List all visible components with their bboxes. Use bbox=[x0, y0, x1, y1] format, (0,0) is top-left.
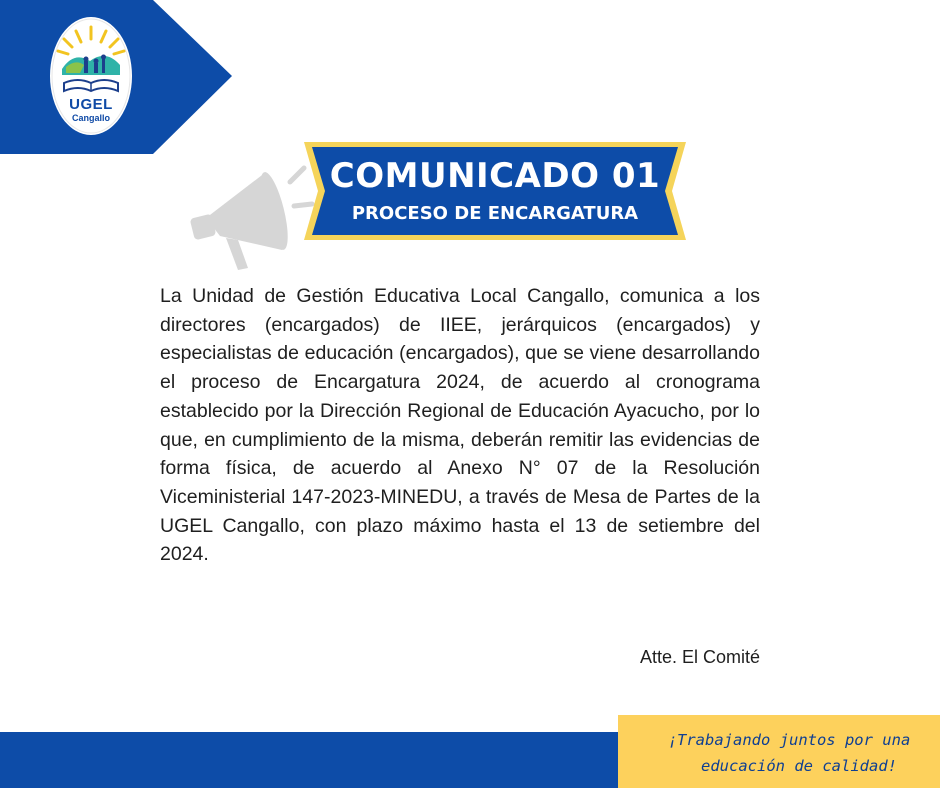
page-subtitle: PROCESO DE ENCARGATURA bbox=[351, 203, 639, 224]
logo-subtitle: Cangallo bbox=[71, 113, 110, 123]
footer-bar bbox=[0, 732, 620, 788]
logo-title: UGEL bbox=[69, 96, 113, 113]
signature: Atte. El Comité bbox=[639, 647, 760, 667]
announcement-text: La Unidad de Gestión Educativa Local Cangallo, comunica a los directores (encargados) de IIEE, jerárquicos (encargados) y especialistas de educación (encargados), que se viene desarrollando el proceso de Encargatura 2024, de acuerdo al cronograma establecido por la Dirección Regional de Educación Ayacucho, por lo que, en cumplimiento de la misma, deberán remitir las evidencias de forma física, de acuerdo al Anexo N° 07 de la Resolución Viceministerial 147-2023-MINEDU, a través de Mesa de Partes de la UGEL Cangallo, con plazo máximo hasta el 13 de setiembre del 2024. bbox=[160, 285, 760, 566]
page-title: COMUNICADO 01 bbox=[329, 156, 661, 196]
ugel-logo bbox=[50, 17, 132, 135]
megaphone-icon bbox=[186, 160, 316, 272]
motto-line-1: ¡Trabajando juntos por una bbox=[667, 731, 911, 749]
motto-box bbox=[618, 715, 940, 788]
motto-line-2: educación de calidad! bbox=[701, 757, 897, 775]
title-ribbon bbox=[302, 140, 688, 242]
